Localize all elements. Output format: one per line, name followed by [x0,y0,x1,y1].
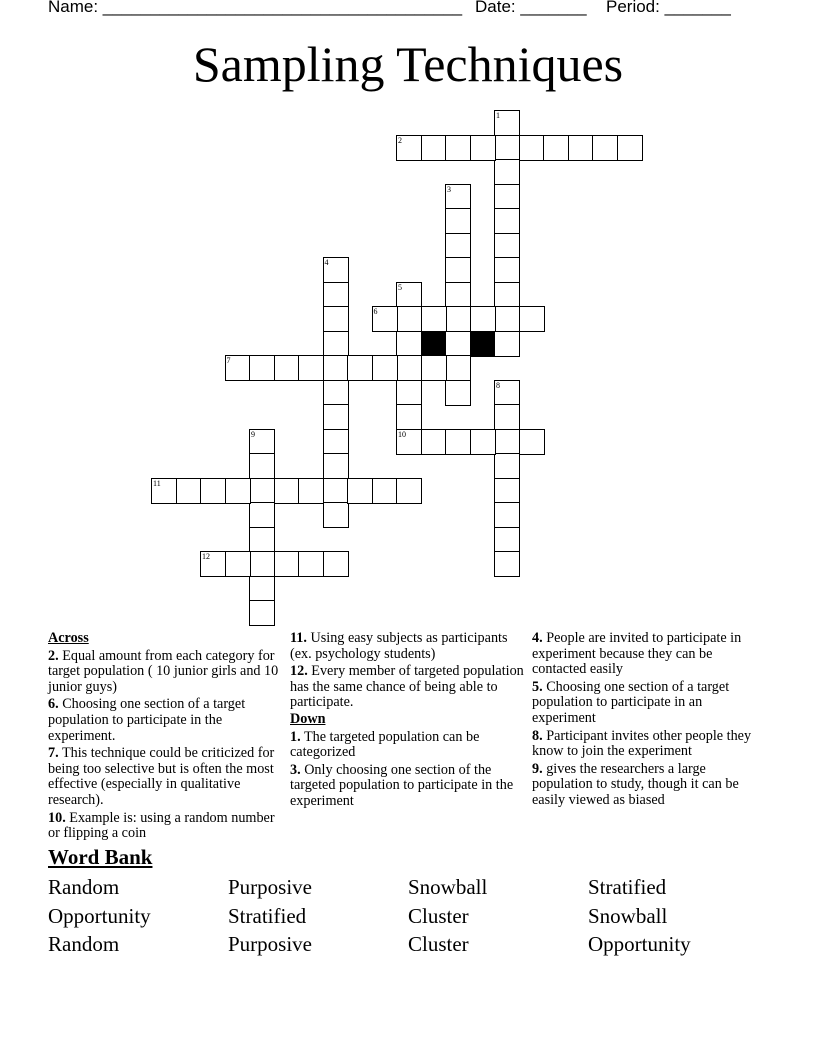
crossword-cell[interactable] [470,429,496,455]
crossword-cell[interactable] [249,502,275,528]
clue-number: 6 [373,307,378,316]
crossword-cell[interactable] [445,282,471,308]
crossword-cell[interactable] [445,306,471,332]
crossword-cell[interactable] [494,404,520,430]
clue-number: 2 [398,135,402,145]
crossword-cell[interactable] [323,551,349,577]
clues-column-1 [48,630,284,842]
crossword-cell[interactable] [249,478,275,504]
word-bank-item: Purposive [228,875,312,899]
crossword-cell[interactable] [396,380,422,406]
crossword-cell[interactable] [421,306,447,332]
word-bank-item: Random [48,932,120,956]
crossword-cell[interactable] [298,551,324,577]
crossword-cell[interactable] [249,551,275,577]
crossword-cell[interactable] [323,404,349,430]
crossword-cell[interactable] [396,306,422,332]
crossword-cell[interactable] [323,331,349,357]
clue-number: 3 [447,184,451,194]
crossword-cell[interactable] [225,355,251,381]
crossword-cell[interactable] [494,306,520,332]
crossword-cell[interactable] [372,306,398,332]
crossword-cell[interactable] [494,453,520,479]
clue-across-10: 10. Example is: using a random number or flipping a coin [48,809,275,842]
crossword-cell[interactable] [445,233,471,259]
crossword-cell[interactable] [445,429,471,455]
crossword-cell[interactable] [225,551,251,577]
crossword-cell[interactable] [323,355,349,381]
crossword-cell[interactable] [543,135,569,161]
clue-across-6: 6. Choosing one section of a target population to participate in the experiment. [48,696,246,744]
crossword-cell[interactable] [445,135,471,161]
clues-column-3 [532,630,766,809]
crossword-cell[interactable] [445,331,471,357]
crossword-cell[interactable] [494,502,520,528]
crossword-cell[interactable] [200,551,226,577]
crossword-cell[interactable] [249,453,275,479]
clue-number: 12 [202,552,210,561]
crossword-cell[interactable] [323,306,349,332]
crossword-cell[interactable] [494,282,520,308]
clue-across-12: 12. Every member of targeted population has the same chance of being able to participate. [290,663,524,711]
crossword-cell[interactable] [445,355,471,381]
clue-number: 7 [226,356,231,365]
word-bank-title: Word Bank [48,845,153,869]
clue-number: 11 [153,478,161,488]
crossword-cell[interactable] [494,551,520,577]
clue-down-3: 3. Only choosing one section of the targeted population to participate in the experiment [290,761,514,809]
clue-across-7: 7. This technique could be criticized for being too selective but is often the most effective (especially in qualitative research). [48,745,275,808]
word-bank [48,873,768,959]
clue-across-11: 11. Using easy subjects as participants (ex. psychology students) [290,630,508,662]
crossword-cell[interactable] [323,453,349,479]
crossword-cell[interactable] [494,110,520,136]
crossword-cell[interactable] [396,355,422,381]
crossword-cell[interactable] [445,208,471,234]
crossword-cell[interactable] [396,135,422,161]
crossword-cell[interactable] [494,184,520,210]
clue-across-2: 2. Equal amount from each category for target population ( 10 junior girls and 10 junior guys) [48,647,279,695]
crossword-cell[interactable] [396,478,422,504]
crossword-cell[interactable] [494,527,520,553]
across-heading: Across [48,630,89,646]
blocked-cell [470,331,496,357]
crossword-cell[interactable] [445,380,471,406]
crossword-cell[interactable] [298,478,324,504]
clue-down-9: 9. gives the researchers a large population to study, though it can be easily viewed as biased [532,760,739,808]
clue-number: 10 [398,429,406,439]
crossword-cell[interactable] [568,135,594,161]
crossword-cell[interactable] [494,159,520,185]
crossword-cell[interactable] [225,478,251,504]
crossword-cell[interactable] [249,576,275,602]
crossword-cell[interactable] [347,478,373,504]
word-bank-item: Purposive [228,932,312,956]
crossword-cell[interactable] [274,355,300,381]
crossword-cell[interactable] [249,429,275,455]
word-bank-item: Cluster [408,903,469,928]
clue-number: 5 [398,282,402,292]
word-bank-item: Random [48,875,120,899]
crossword-cell[interactable] [396,331,422,357]
word-bank-item: Snowball [588,903,668,928]
crossword-cell[interactable] [372,355,398,381]
crossword-cell[interactable] [396,282,422,308]
crossword-cell[interactable] [274,551,300,577]
crossword-cell[interactable] [494,233,520,259]
clue-number: 9 [251,429,255,439]
crossword-cell[interactable] [494,380,520,406]
clue-number: 4 [324,258,329,267]
crossword-cell[interactable] [323,502,349,528]
clue-down-8: 8. Participant invites other people they know to join the experiment [532,727,752,760]
crossword-cell[interactable] [323,429,349,455]
word-bank-item: Stratified [228,903,307,928]
page-title: Sampling Techniques [192,36,624,92]
word-bank-item: Cluster [408,932,469,956]
blocked-cell [421,331,447,357]
crossword-cell[interactable] [396,404,422,430]
crossword-cell[interactable] [298,355,324,381]
crossword-cell[interactable] [323,257,349,283]
crossword-cell[interactable] [421,135,447,161]
word-bank-item: Opportunity [48,903,151,928]
crossword-cell[interactable] [494,429,520,455]
crossword-cell[interactable] [372,478,398,504]
clue-down-1: 1. The targeted population can be categorized [290,728,480,761]
clue-number: 1 [496,111,500,120]
crossword-cell[interactable] [249,527,275,553]
crossword-cell[interactable] [470,135,496,161]
word-bank-item: Opportunity [588,932,691,956]
crossword-cell[interactable] [617,135,643,161]
down-heading: Down [290,710,326,727]
crossword-cell[interactable] [323,478,349,504]
clues-column-2 [290,630,524,810]
crossword-cell[interactable] [421,429,447,455]
crossword-cell[interactable] [249,355,275,381]
period-field[interactable]: Period: _______ [606,0,731,16]
crossword-cell[interactable] [445,184,471,210]
clue-down-4: 4. People are invited to participate in experiment because they can be contacted easily [532,630,742,678]
crossword-cell[interactable] [347,355,373,381]
crossword-cell[interactable] [519,306,545,332]
word-bank-item: Snowball [408,875,488,899]
crossword-cell[interactable] [323,282,349,308]
crossword-cell[interactable] [494,331,520,357]
crossword-cell[interactable] [176,478,202,504]
crossword-cell[interactable] [592,135,618,161]
crossword-cell[interactable] [494,257,520,283]
crossword-cell[interactable] [519,135,545,161]
crossword-cell[interactable] [274,478,300,504]
crossword-cell[interactable] [396,429,422,455]
crossword-cell[interactable] [445,257,471,283]
crossword-cell[interactable] [494,135,520,161]
crossword-cell[interactable] [200,478,226,504]
name-field[interactable]: Name: ______________________________________ [48,0,463,16]
clue-number: 8 [496,380,500,390]
clue-down-5: 5. Choosing one section of a target population to participate in an experiment [532,678,730,726]
date-field[interactable]: Date: _______ [475,0,587,16]
crossword-cell[interactable] [494,478,520,504]
crossword-cell[interactable] [421,355,447,381]
crossword-cell[interactable] [494,208,520,234]
crossword-cell[interactable] [323,380,349,406]
crossword-cell[interactable] [151,478,177,504]
word-bank-item: Stratified [588,875,667,899]
crossword-cell[interactable] [470,306,496,332]
crossword-cell[interactable] [249,600,275,626]
crossword-cell[interactable] [519,429,545,455]
